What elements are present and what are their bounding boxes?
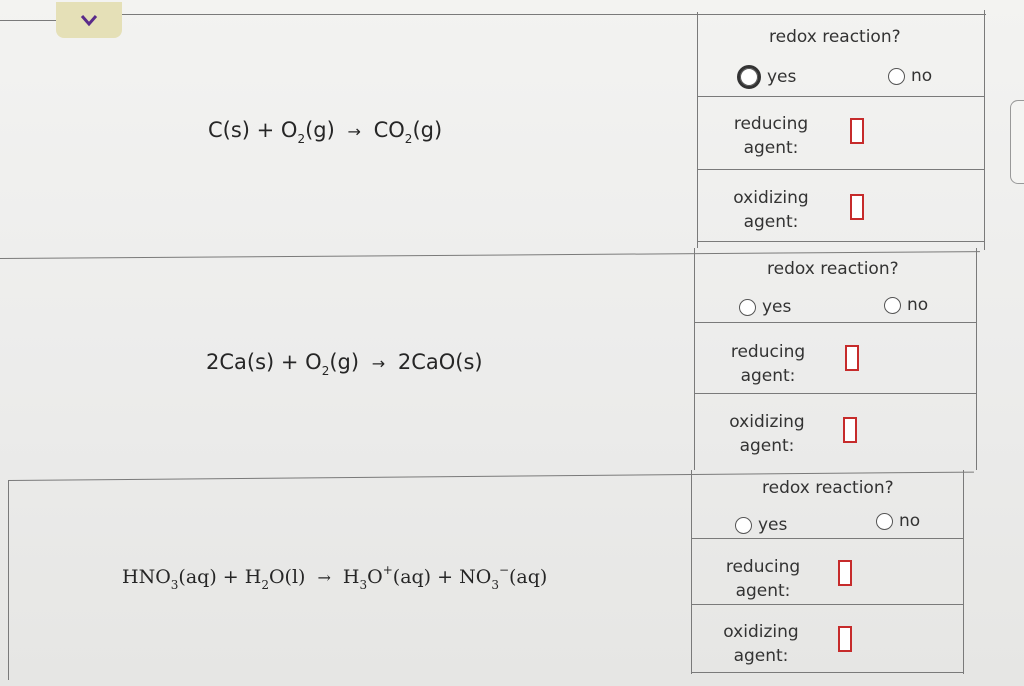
oxidizing-agent-label-row-2: oxidizing agent:	[729, 412, 805, 456]
subscript: 3	[170, 578, 179, 592]
subscript: 3	[491, 578, 499, 592]
right-border-1	[984, 10, 985, 250]
reducing-agent-label-row-2: reducing agent:	[730, 342, 806, 386]
cell-divider-r2a	[694, 322, 976, 323]
reducing-agent-answer-row-2[interactable]	[845, 345, 859, 371]
cell-divider-r1b	[697, 169, 984, 170]
collapse-toggle-button[interactable]	[56, 2, 122, 38]
radio-yes-label: yes	[767, 67, 797, 87]
redox-question-row-3: redox reaction?	[762, 478, 894, 498]
radio-yes-label: yes	[758, 515, 788, 535]
oxidizing-agent-answer-row-2[interactable]	[843, 417, 857, 443]
table-border-top	[122, 14, 986, 15]
subscript: 2	[297, 132, 306, 146]
superscript: −	[498, 563, 510, 577]
cell-divider-r3b	[691, 604, 963, 605]
subscript: 2	[261, 578, 269, 592]
redox-question-row-2: redox reaction?	[767, 259, 899, 279]
radio-no-row-1[interactable]	[888, 66, 932, 86]
radio-yes-row-3[interactable]	[735, 515, 787, 535]
equation-text: (aq)	[509, 566, 548, 588]
left-border-3	[8, 480, 9, 680]
right-border-3	[963, 470, 964, 674]
row-divider-1	[0, 251, 980, 259]
equation-row-1	[208, 118, 443, 146]
cell-divider-r1a	[697, 96, 984, 97]
subscript: 2	[404, 132, 413, 146]
equation-text: (aq) + NO	[392, 566, 492, 588]
cell-divider-r3a	[691, 538, 963, 539]
equation-text: CO	[366, 118, 405, 142]
equation-text: C(s) + O	[208, 118, 298, 142]
right-border-2	[976, 248, 977, 470]
equation-row-2	[206, 350, 483, 378]
radio-circle-icon	[884, 297, 901, 314]
reaction-arrow: →	[317, 568, 331, 587]
radio-circle-icon	[888, 68, 905, 85]
reducing-agent-answer-row-3[interactable]	[838, 560, 852, 586]
radio-no-label: no	[907, 295, 929, 315]
radio-circle-icon	[735, 517, 752, 534]
radio-yes-row-1[interactable]	[737, 65, 796, 89]
chevron-down-icon	[79, 13, 99, 27]
superscript: +	[382, 563, 393, 577]
radio-no-label: no	[899, 511, 921, 531]
equation-text: (aq) + H	[178, 566, 262, 588]
radio-no-row-2[interactable]	[884, 295, 928, 315]
cell-divider-r1c	[697, 241, 984, 242]
equation-text: (g)	[305, 118, 342, 142]
oxidizing-agent-answer-row-1[interactable]	[850, 194, 864, 220]
equation-text: 2CaO(s)	[391, 350, 483, 374]
equation-row-3	[122, 563, 548, 592]
reducing-agent-answer-row-1[interactable]	[850, 118, 864, 144]
column-divider-2	[694, 248, 695, 470]
table-border-top-left	[0, 20, 56, 21]
oxidizing-agent-label-row-1: oxidizing agent:	[733, 188, 809, 232]
equation-text: O	[367, 566, 383, 588]
subscript: 3	[359, 578, 368, 592]
radio-circle-icon	[876, 513, 893, 530]
radio-no-label: no	[911, 66, 933, 86]
column-divider-1	[697, 12, 698, 248]
equation-text: H	[336, 566, 360, 588]
cell-divider-r2b	[694, 393, 976, 394]
radio-yes-label: yes	[762, 297, 792, 317]
subscript: 2	[321, 364, 330, 378]
equation-text: (g)	[412, 118, 443, 142]
reducing-agent-label-row-3: reducing agent:	[725, 557, 801, 601]
radio-no-row-3[interactable]	[876, 511, 920, 531]
scrollbar-handle[interactable]	[1010, 100, 1024, 184]
equation-text: 2Ca(s) + O	[206, 350, 322, 374]
reaction-arrow: →	[347, 122, 361, 141]
radio-yes-row-2[interactable]	[739, 297, 791, 317]
equation-text: (g)	[329, 350, 366, 374]
equation-text: O(l)	[268, 566, 312, 588]
cell-divider-r3c	[691, 672, 963, 673]
radio-circle-icon	[737, 65, 761, 89]
reducing-agent-label-row-1: reducing agent:	[733, 114, 809, 158]
oxidizing-agent-label-row-3: oxidizing agent:	[723, 622, 799, 666]
radio-circle-icon	[739, 299, 756, 316]
redox-question-row-1: redox reaction?	[769, 27, 901, 47]
oxidizing-agent-answer-row-3[interactable]	[838, 626, 852, 652]
column-divider-3	[691, 470, 692, 674]
reaction-arrow: →	[371, 354, 386, 373]
equation-text: HNO	[122, 566, 171, 588]
